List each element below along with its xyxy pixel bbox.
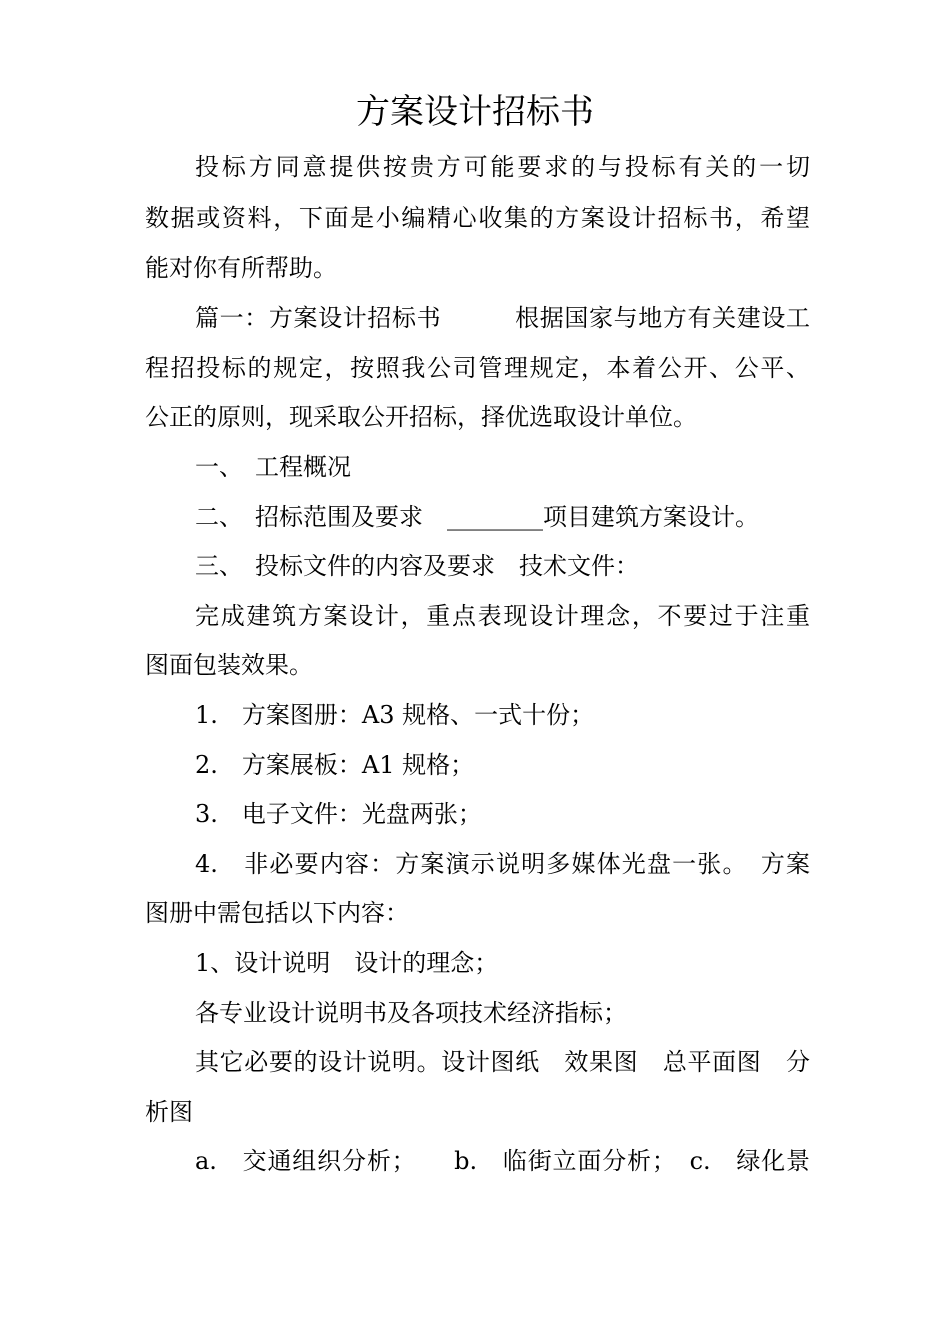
list-item: 3. 电子文件：光盘两张； <box>195 800 482 828</box>
paragraph-line: 程招投标的规定，按照我公司管理规定，本着公开、公平、 <box>145 354 810 382</box>
section-heading: 三、 投标文件的内容及要求 技术文件： <box>195 552 639 580</box>
paragraph-line: a. 交通组织分析； b. 临街立面分析； c. 绿化景 <box>195 1147 810 1175</box>
paragraph-line: 投标方同意提供按贵方可能要求的与投标有关的一切 <box>195 153 810 181</box>
section-heading: 二、 招标范围及要求 ________项目建筑方案设计。 <box>195 503 759 531</box>
section-heading: 一、 工程概况 <box>195 453 351 481</box>
paragraph-line: 析图 <box>145 1098 193 1126</box>
paragraph-line: 各专业设计说明书及各项技术经济指标； <box>195 999 627 1027</box>
paragraph-line: 其它必要的设计说明。设计图纸 效果图 总平面图 分 <box>195 1048 810 1076</box>
paragraph-line: 公正的原则，现采取公开招标，择优选取设计单位。 <box>145 403 697 431</box>
paragraph-line: 图册中需包括以下内容： <box>145 899 409 927</box>
paragraph-line: 1、设计说明 设计的理念； <box>195 949 499 977</box>
paragraph-line: 图面包装效果。 <box>145 651 313 679</box>
list-item: 1. 方案图册：A3 规格、一式十份； <box>195 701 595 729</box>
paragraph-line: 完成建筑方案设计，重点表现设计理念，不要过于注重 <box>195 602 810 630</box>
document-title: 方案设计招标书 <box>356 92 594 132</box>
list-item: 2. 方案展板：A1 规格； <box>195 751 475 779</box>
paragraph-line: 数据或资料，下面是小编精心收集的方案设计招标书，希望 <box>145 204 810 232</box>
list-item: 4. 非必要内容：方案演示说明多媒体光盘一张。 方案 <box>195 850 810 878</box>
paragraph-line: 篇一：方案设计招标书 根据国家与地方有关建设工 <box>195 304 810 332</box>
paragraph-line: 能对你有所帮助。 <box>145 254 337 282</box>
